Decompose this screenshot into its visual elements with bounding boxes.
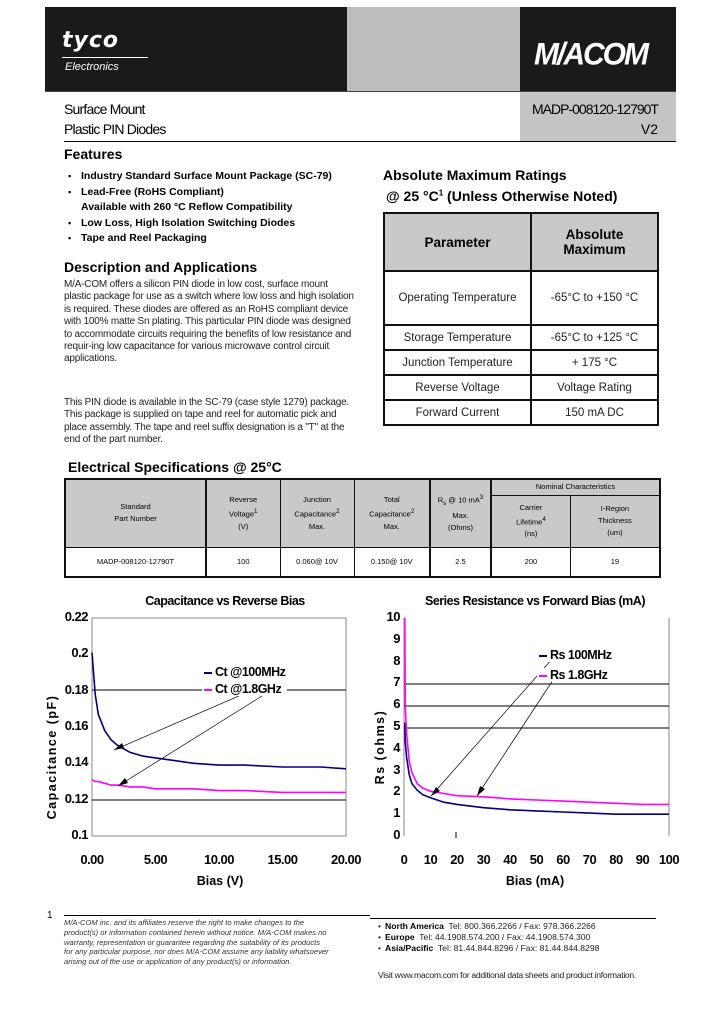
feature-text: Low Loss, High Isolation Switching Diodes	[81, 216, 296, 229]
feature-text: Available with 260 °C Reflow Compatibility	[81, 201, 293, 213]
y-tick: 0.1	[71, 827, 88, 842]
chart-title: Capacitance vs Reverse Bias	[145, 594, 305, 608]
table-row	[384, 400, 658, 425]
absolute-max-ratings-table	[383, 212, 659, 426]
features-list	[68, 169, 332, 247]
footer-divider	[64, 915, 370, 916]
series-resistance-cell: 2.5	[430, 547, 491, 577]
column-group-nominal-characteristics: Nominal Characteristics	[491, 479, 660, 495]
part-number: MADP-008120-12790T	[532, 101, 658, 117]
contact-europe: • Europe Tel: 44.1908.574.200 / Fax: 44.1908.574.300	[378, 932, 599, 943]
column-header-reverse-voltage: Reverse Voltage$^1$ (V)	[206, 479, 280, 547]
table-row	[384, 375, 658, 400]
y-tick: 0.14	[64, 754, 88, 770]
x-tick: 80	[609, 852, 623, 867]
macom-logo: M/ACOM	[534, 37, 647, 72]
x-tick: 0	[400, 852, 408, 867]
x-tick: 30	[476, 852, 491, 867]
table-row	[384, 325, 658, 350]
x-tick: 100	[658, 852, 680, 867]
legend-item: Rs 1.8GHz	[537, 668, 613, 682]
reverse-voltage-cell: 100	[206, 547, 280, 577]
y-tick: 5	[393, 718, 400, 733]
version-label: V2	[640, 121, 658, 137]
part-number-cell: MADP-008120-12790T	[65, 547, 206, 577]
section-divider	[64, 141, 676, 142]
website-note[interactable]: Visit www.macom.com for additional data sheets and product information.	[378, 970, 636, 980]
column-header-total-capacitance: Total Capacitance$^2$ Max.	[354, 479, 430, 547]
ratings-heading: Absolute Maximum Ratings	[383, 167, 567, 183]
y-tick: 10	[386, 609, 400, 624]
parameter-cell: Storage Temperature	[384, 325, 531, 350]
column-header-part-number: Standard Part Number	[65, 479, 206, 547]
electrical-specs-table	[64, 478, 661, 578]
column-header-carrier-lifetime: Carrier Lifetime$^4$ (ns)	[491, 495, 570, 547]
legal-disclaimer: M/A-COM inc. and its affiliates reserve the right to make changes to the product(s) or information contained herein without notice. M/A-COM makes no warranty, representation or guarantee regarding the suitability of its products for any particular purpose, nor does M/A-COM assume any liability whatsoever arising out of the use or application of any product(s) or information.	[64, 918, 329, 967]
capacitance-chart	[30, 590, 360, 895]
y-tick: 1	[393, 805, 400, 821]
parameter-cell: Forward Current	[384, 400, 531, 425]
feature-item	[68, 231, 332, 247]
chart-title: Series Resistance vs Forward Bias (mA)	[425, 594, 645, 608]
x-tick: 20	[450, 852, 464, 867]
y-tick: 0.22	[64, 609, 88, 624]
column-header-series-resistance: $R_s$ @ 10 $mA^3$ Max. (Ohms)	[430, 479, 491, 547]
table-row	[384, 350, 658, 375]
contact-asia-pacific: • Asia/Pacific Tel: 81.44.844.8296 / Fax: 81.44.844.8298	[378, 943, 599, 954]
y-tick: 0.16	[64, 718, 88, 733]
x-tick: 10.00	[203, 852, 235, 867]
y-tick: 8	[393, 652, 400, 668]
y-tick: 2	[393, 783, 400, 799]
table-row	[384, 271, 658, 325]
legend-item: Ct @100MHz	[202, 665, 287, 679]
tyco-logo: tyco	[62, 28, 120, 53]
product-subtitle-line2: Plastic PIN Diodes	[64, 121, 166, 137]
value-cell: -65°C to +125 °C	[531, 325, 658, 350]
chart-plot-area	[365, 590, 695, 895]
x-tick: 0.00	[80, 852, 104, 867]
y-tick: 0	[393, 827, 400, 842]
x-tick: 15.00	[267, 852, 298, 867]
feature-item	[68, 216, 332, 232]
x-tick: 70	[582, 852, 597, 867]
value-cell: + 175 °C	[531, 350, 658, 375]
y-tick: 3	[393, 761, 400, 777]
y-tick: 0.12	[64, 790, 88, 806]
description-paragraph-2: This PIN diode is available in the SC-79 (case style 1279) package. This package is supplied on tape and reel for automatic pick and place assembly. The tape and reel suffix designation is a "T" at the end of the part number.	[64, 397, 350, 446]
x-tick: 5.00	[143, 852, 168, 867]
column-header-parameter: Parameter	[384, 213, 531, 271]
feature-text: Tape and Reel Packaging	[81, 232, 207, 244]
logo-divider	[62, 57, 148, 58]
column-header-i-region-thickness: I-Region Thickness (um)	[570, 495, 660, 547]
value-cell: Voltage Rating	[531, 375, 658, 400]
description-paragraph-1: M/A-COM offers a silicon PIN diode in low cost, surface mount plastic package for use as a switch where low loss and high isolation is required. These diodes are offered as an RoHS compliant device with 100% matte Sn plating. This particular PIN diode was designed to accommodate circuits requiring the benefits of low resistance and requir-ing low capacitance for various microwave control circuit applications.	[64, 279, 354, 365]
contact-north-america: • North America Tel: 800.366.2266 / Fax: 978.366.2266	[378, 921, 599, 932]
y-tick: 9	[393, 630, 400, 646]
value-cell: 150 mA DC	[531, 400, 658, 425]
x-tick: 50	[529, 852, 544, 867]
column-header-absolute-maximum: Absolute Maximum	[531, 213, 658, 271]
column-header-junction-capacitance: Junction Capacitance$^2$ Max.	[280, 479, 354, 547]
features-heading: Features	[64, 146, 123, 162]
chart-plot-area	[30, 590, 360, 895]
table-row	[65, 547, 660, 577]
x-axis-label: Bias (mA)	[505, 874, 565, 888]
parameter-cell: Reverse Voltage	[384, 375, 531, 400]
ratings-subheading: @ 25 $^\circ C^1$ (Unless Otherwise Noted)	[386, 188, 618, 204]
y-tick: 6	[393, 696, 400, 712]
contact-list	[378, 921, 599, 955]
legend	[537, 648, 613, 682]
x-tick: 90	[635, 852, 650, 867]
parameter-cell: Junction Temperature	[384, 350, 531, 375]
i-region-thickness-cell: 19	[570, 547, 660, 577]
y-tick: 7	[393, 674, 400, 690]
electrical-specs-heading: Electrical Specifications @ 25°C	[68, 459, 282, 475]
feature-text: Lead-Free (RoHS Compliant)	[81, 185, 224, 198]
footer-divider	[370, 918, 656, 919]
value-cell: -65°C to +150 °C	[531, 271, 658, 325]
feature-text: Industry Standard Surface Mount Package (SC-79)	[81, 170, 332, 182]
legend	[202, 665, 287, 696]
y-axis-label: Rs (ohms)	[373, 709, 387, 785]
legend-item: Ct @1.8GHz	[202, 682, 287, 696]
x-tick: 10	[423, 852, 438, 867]
feature-item	[68, 169, 332, 185]
total-capacitance-cell: 0.150@ 10V	[354, 547, 430, 577]
page-number: 1	[47, 910, 53, 921]
x-tick: 60	[556, 852, 570, 867]
carrier-lifetime-cell: 200	[491, 547, 570, 577]
tyco-logo-subtitle: Electronics	[65, 61, 119, 73]
parameter-cell: Operating Temperature	[384, 271, 531, 325]
header-gray-band	[347, 7, 520, 91]
y-axis-label: Capacitance (pF)	[45, 694, 59, 820]
y-tick: 4	[393, 739, 400, 755]
x-tick: 20.00	[330, 852, 362, 867]
y-tick: 0.18	[64, 681, 88, 697]
series-resistance-chart	[365, 590, 695, 895]
description-heading: Description and Applications	[64, 259, 258, 275]
x-axis-label: Bias (V)	[196, 874, 244, 888]
y-tick: 0.2	[71, 645, 88, 661]
product-subtitle-line1: Surface Mount	[64, 101, 145, 117]
legend-item: Rs 100MHz	[537, 648, 613, 662]
feature-item	[68, 185, 332, 216]
junction-capacitance-cell: 0.060@ 10V	[280, 547, 354, 577]
x-tick: 40	[503, 852, 517, 867]
